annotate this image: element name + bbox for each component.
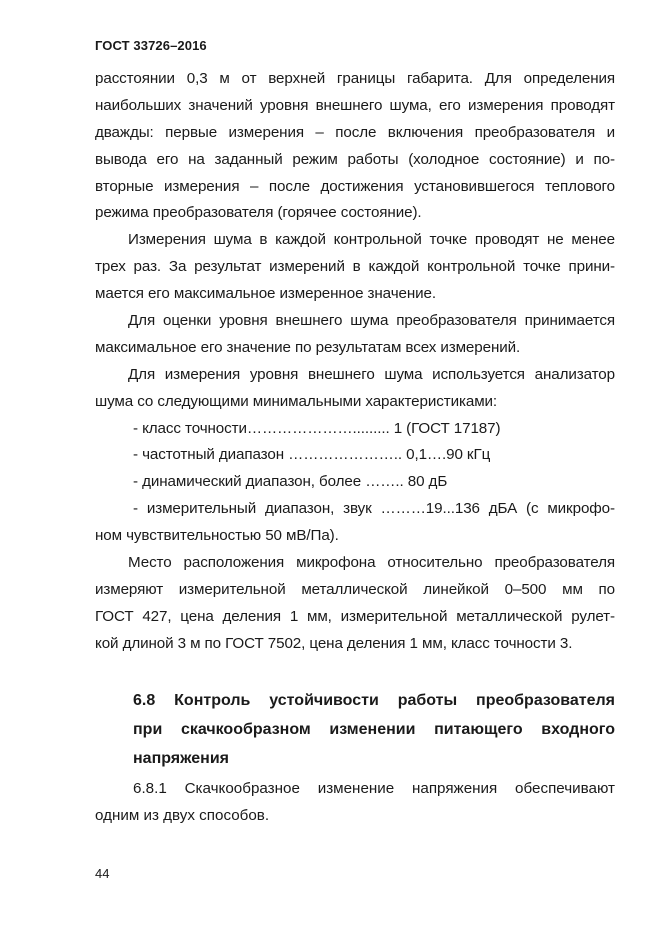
text-line: одним из двух способов. xyxy=(95,806,270,824)
text-line: вывода его на заданный режим работы (холодное состояние) и по- xyxy=(95,150,615,168)
section-heading xyxy=(133,686,615,773)
text-line: расстоянии 0,3 м от верхней границы габарита. Для определения xyxy=(95,70,615,87)
paragraph-noise-measurement xyxy=(95,66,615,227)
text-line: кой длиной 3 м по ГОСТ 7502, цена деления 1 мм, класс точности 3. xyxy=(95,634,573,652)
paragraph-repeat-measurements xyxy=(95,227,615,308)
text-line: Для оценки уровня внешнего шума преобразователя принимается xyxy=(128,312,615,330)
heading-line: напряжения xyxy=(133,750,229,767)
text-line: шума со следующими минимальными характеристиками: xyxy=(95,392,498,410)
list-item-continuation: ном чувствительностью 50 мВ/Па). xyxy=(95,527,339,545)
list-item: - класс точности…………………......... 1 (ГОСТ 17187) xyxy=(133,419,501,437)
list-item: - измерительный диапазон, звук ………19...136 дБА (с микрофо- xyxy=(133,500,615,518)
list-item: - частотный диапазон ………………….. 0,1….90 кГц xyxy=(133,446,491,464)
paragraph-noise-evaluation xyxy=(95,308,615,362)
heading-line: 6.8 Контроль устойчивости работы преобразователя xyxy=(133,692,615,709)
text-line: режима преобразователя (горячее состояние). xyxy=(95,204,422,222)
text-line: наибольших значений уровня внешнего шума, его измерения проводят xyxy=(95,96,615,114)
heading-line: при скачкообразном изменении питающего входного xyxy=(133,721,615,738)
analyzer-characteristics-list xyxy=(95,416,615,550)
text-line: дважды: первые измерения – после включения преобразователя и xyxy=(95,123,615,141)
text-line: Измерения шума в каждой контрольной точке проводят не менее xyxy=(128,231,615,249)
clause-6-8-1 xyxy=(95,776,615,830)
paragraph-microphone-position xyxy=(95,550,615,658)
body-text xyxy=(95,66,615,658)
text-line: 6.8.1 Скачкообразное изменение напряжения обеспечивают xyxy=(133,780,615,797)
text-line: ГОСТ 427, цена деления 1 мм, измерительной металлической рулет- xyxy=(95,607,615,625)
text-line: мается его максимальное измеренное значение. xyxy=(95,285,436,303)
text-line: вторные измерения – после достижения установившегося теплового xyxy=(95,177,615,195)
text-line: Для измерения уровня внешнего шума используется анализатор xyxy=(128,365,615,383)
text-line: измеряют измерительной металлической линейкой 0–500 мм по xyxy=(95,580,615,598)
page-number: 44 xyxy=(95,866,110,881)
list-item: - динамический диапазон, более …….. 80 дБ xyxy=(133,473,448,491)
text-line: максимальное его значение по результатам всех измерений. xyxy=(95,338,521,356)
text-line: Место расположения микрофона относительно преобразователя xyxy=(128,554,615,572)
paragraph-analyzer xyxy=(95,362,615,416)
text-line: трех раз. За результат измерений в каждой контрольной точке прини- xyxy=(95,258,615,276)
standard-code-header: ГОСТ 33726–2016 xyxy=(95,38,207,53)
